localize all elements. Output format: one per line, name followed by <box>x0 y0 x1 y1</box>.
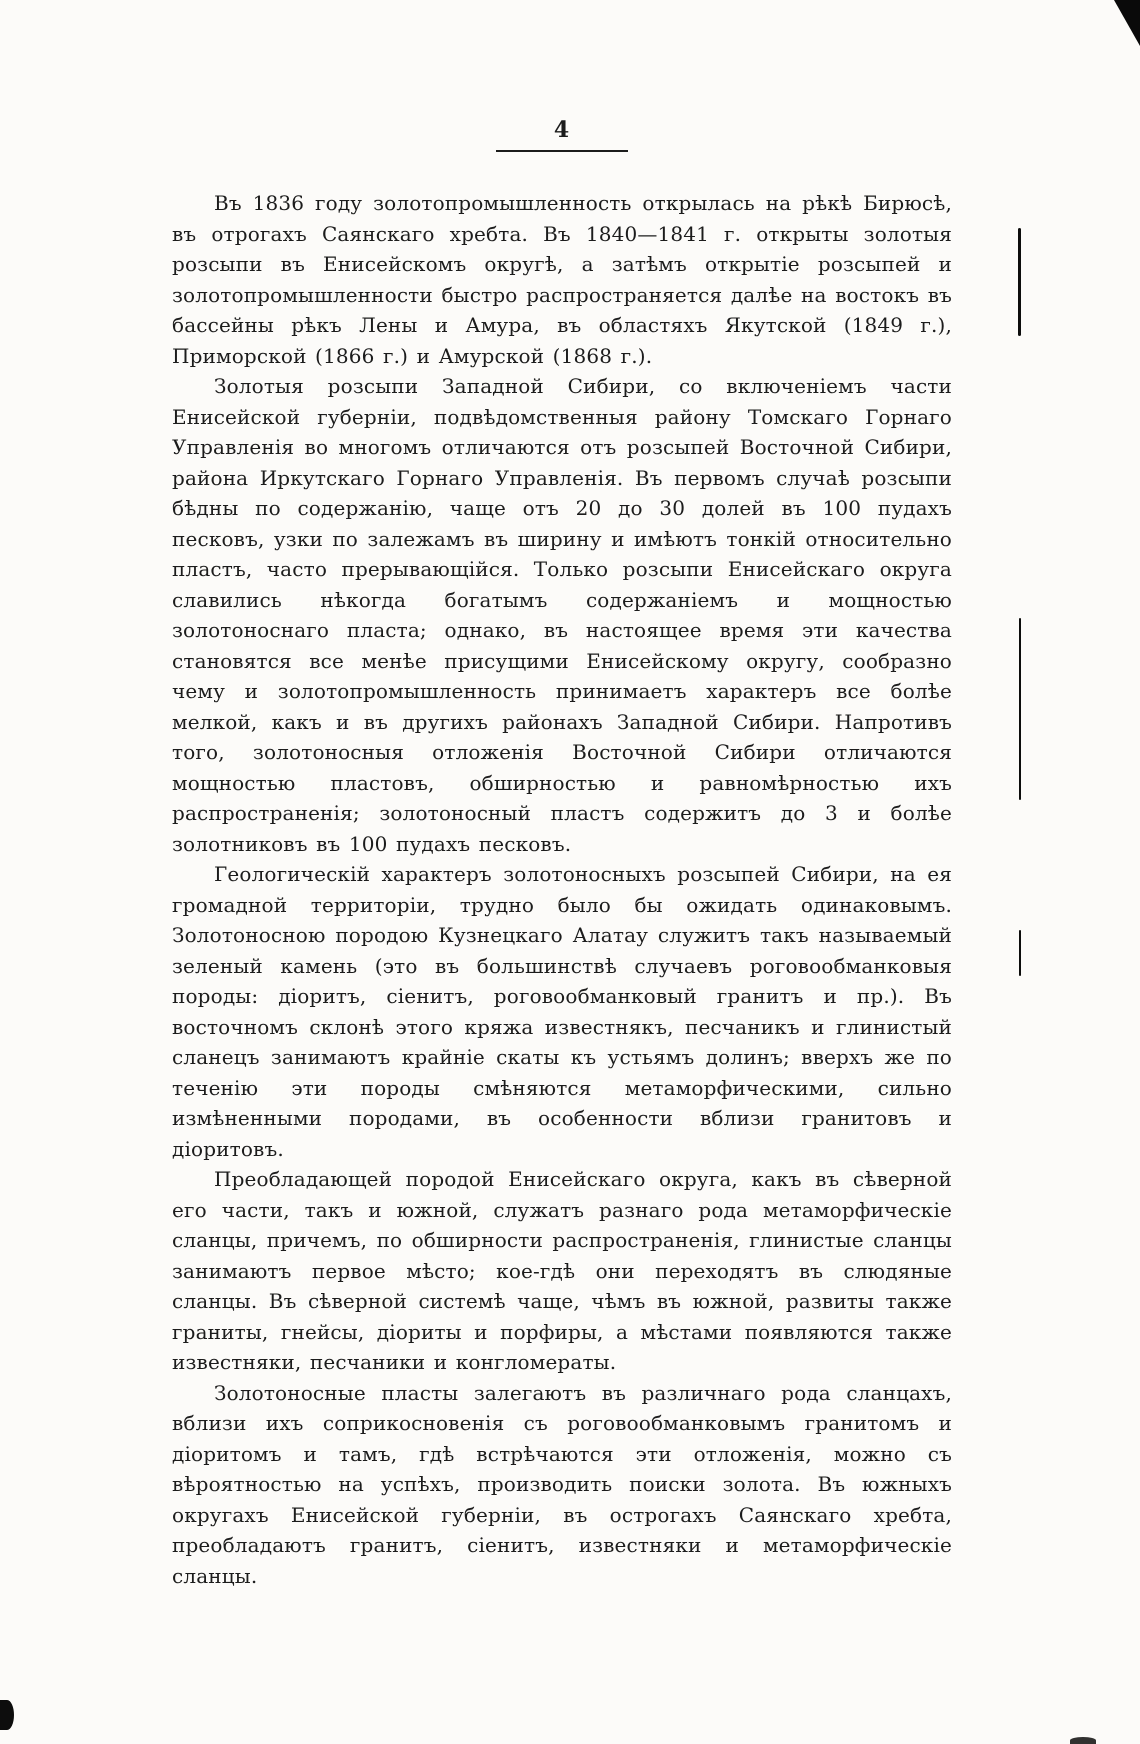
page-header <box>172 118 952 152</box>
scan-artifact-bottom-left-spot <box>0 1700 14 1730</box>
paragraph: Преобладающей породой Енисейскаго округа, какъ въ сѣверной его части, такъ и южной, служатъ разнаго рода метаморфическіе сланцы, причемъ, по обширности распространенія, глинистые сланцы занимаютъ первое мѣсто; кое-гдѣ они переходятъ въ слюдяные сланцы. Въ сѣверной системѣ чаще, чѣмъ въ южной, развиты также граниты, гнейсы, діориты и порфиры, а мѣстами появляются также известняки, песчаники и конгломераты. <box>172 1167 952 1374</box>
paragraph: Золотоносные пласты залегаютъ въ различнаго рода сланцахъ, вблизи ихъ соприкосновенія съ роговообманковымъ гранитомъ и діоритомъ и тамъ, гдѣ встрѣчаются эти отложенія, можно съ вѣроятностью на успѣхъ, производить поиски золота. Въ южныхъ округахъ Енисейской губерніи, въ острогахъ Саянскаго хребта, преобладаютъ гранитъ, сіенитъ, известняки и метаморфическіе сланцы. <box>172 1380 952 1588</box>
scan-artifact-right-edge-line <box>1019 930 1021 976</box>
page-number-rule <box>496 150 628 152</box>
page-number: 4 <box>553 117 571 143</box>
scan-artifact-top-right-corner <box>1114 0 1140 46</box>
scan-artifact-right-edge-line <box>1018 228 1021 336</box>
paragraph: Золотыя розсыпи Западной Сибири, со включеніемъ части Енисейской губерніи, подвѣдомственныя району Томскаго Горнаго Управленія во многомъ отличаются отъ розсыпей Восточной Сибири, района Иркутскаго Горнаго Управленія. Въ первомъ случаѣ розсыпи бѣдны по содержанію, чаще отъ 20 до 30 долей въ 100 пудахъ песковъ, узки по залежамъ въ ширину и имѣютъ тонкій относительно пластъ, часто прерывающійся. Только розсыпи Енисейскаго округа славились нѣкогда богатымъ содержаніемъ и мощностью золотоноснаго пласта; однако, въ настоящее время эти качества становятся все менѣе присущими Енисейскому округу, сообразно чему и золотопромышленность принимаетъ характеръ все болѣе мелкой, какъ и въ другихъ районахъ Западной Сибири. Напротивъ того, золотоносныя отложенія Восточной Сибири отличаются мощностью пластовъ, обширностью и равномѣрностью ихъ распространенія; золотоносный пластъ содержитъ до 3 и болѣе золотниковъ въ 100 пудахъ песковъ. <box>172 374 952 856</box>
body-text <box>172 188 952 1591</box>
scan-artifact-right-edge-line <box>1019 618 1021 800</box>
paragraph: Геологическій характеръ золотоносныхъ розсыпей Сибири, на ея громадной территоріи, трудно было бы ожидать одинаковымъ. Золотоносною породою Кузнецкаго Алатау служитъ такъ называемый зеленый камень (это въ большинствѣ случаевъ роговообманковыя породы: діоритъ, сіенитъ, роговообманковый гранитъ и пр.). Въ восточномъ склонѣ этого кряжа известнякъ, песчаникъ и глинистый сланецъ занимаютъ крайніе скаты къ устьямъ долинъ; вверхъ же по теченію эти породы смѣняются метаморфическими, сильно измѣненными породами, въ особенности вблизи гранитовъ и діоритовъ. <box>172 862 952 1161</box>
paragraph: Въ 1836 году золотопромышленность открылась на рѣкѣ Бирюсѣ, въ отрогахъ Саянскаго хребта. Въ 1840—1841 г. открыты золотыя розсыпи въ Енисейскомъ округѣ, а затѣмъ открытіе розсыпей и золотопромышленности быстро распространяется далѣе на востокъ въ бассейны рѣкъ Лены и Амура, въ областяхъ Якутской (1849 г.), Приморской (1866 г.) и Амурской (1868 г.). <box>172 191 952 368</box>
scan-artifact-bottom-right-spot <box>1070 1737 1096 1744</box>
